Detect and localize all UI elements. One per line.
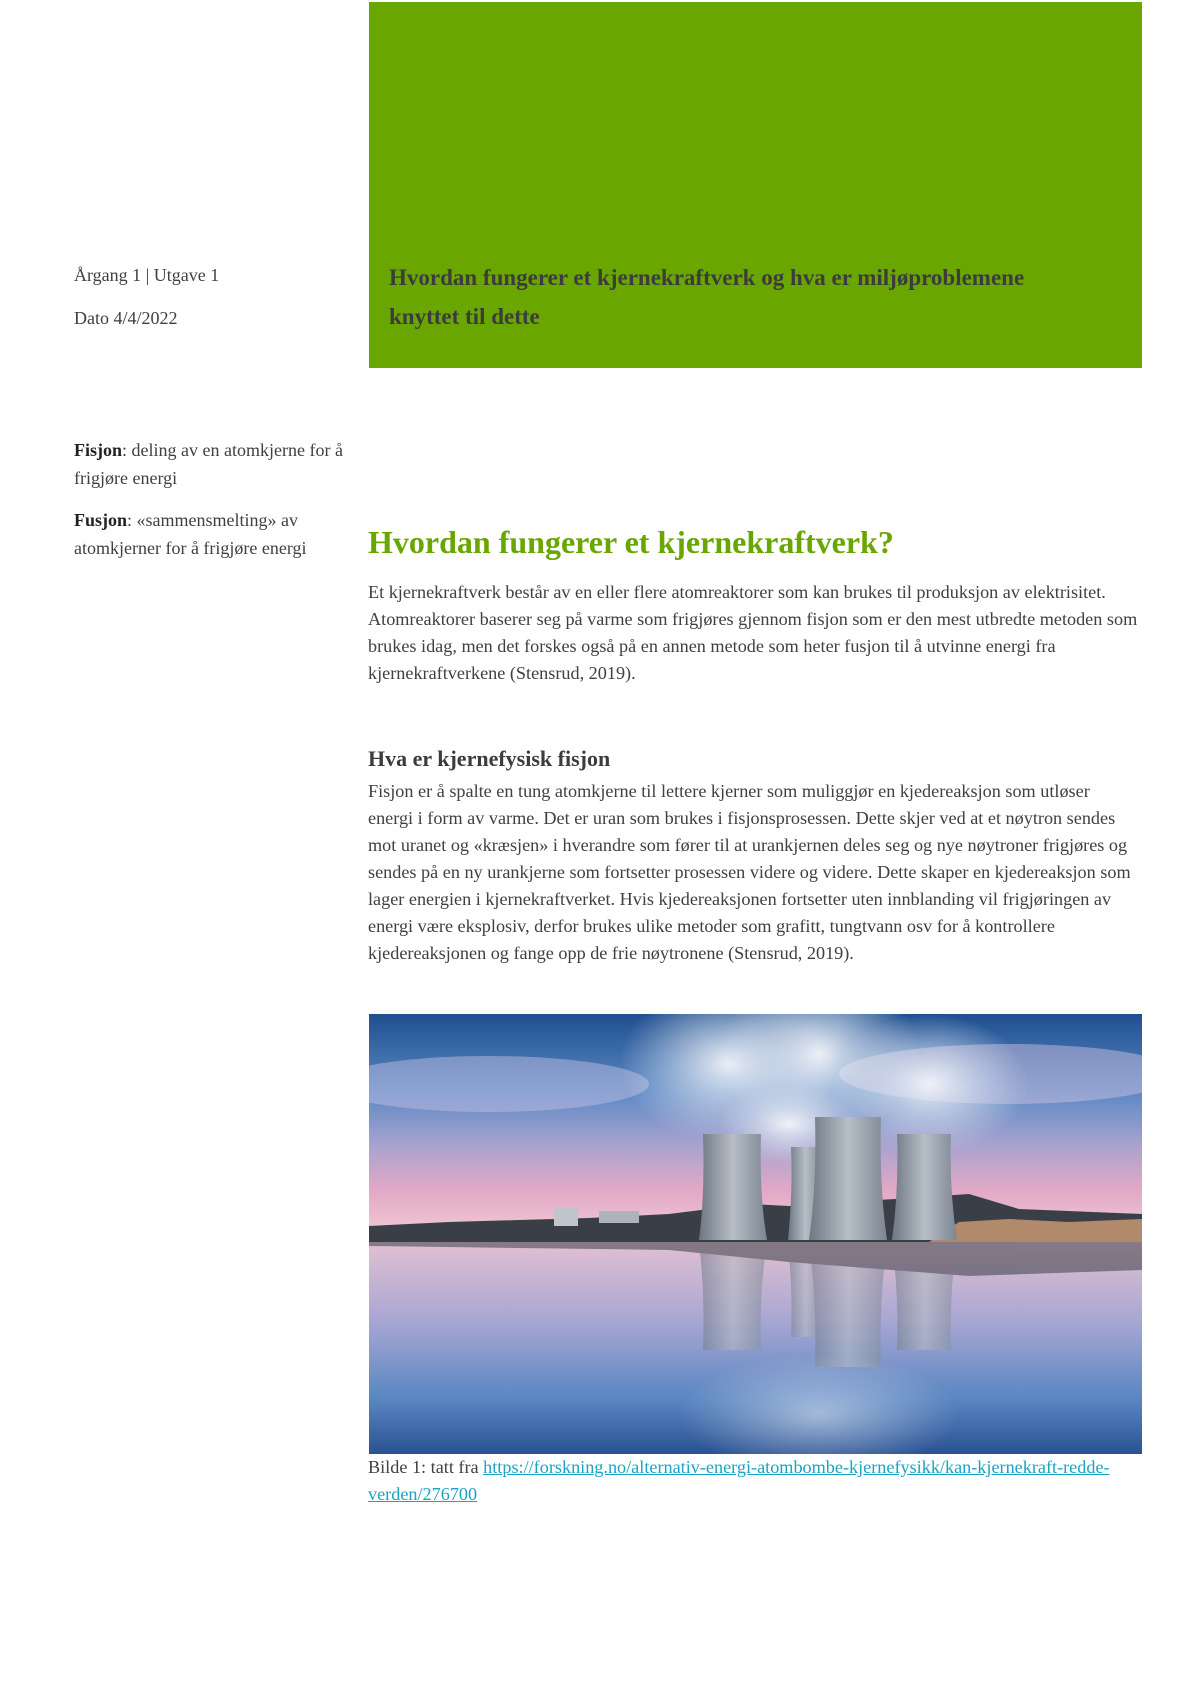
power-plant-photo bbox=[369, 1014, 1142, 1454]
definition-text: : «sammensmelting» av atomkjerner for å frigjøre energi bbox=[74, 510, 307, 558]
definition-term: Fisjon bbox=[74, 440, 123, 460]
definition-fisjon bbox=[74, 436, 344, 492]
subsection-paragraph: Fisjon er å spalte en tung atomkjerne til lettere kjerner som muliggjør en kjedereaksjon som utløser energi i form av varme. Det er uran som brukes i fisjonsprosessen. Dette skjer ved at et nøytron sendes mot uranet og «kræsjen» i hverandre som fører til at urankjernen deles seg og nye nøytroner frigjøres og sendes på en ny urankjerne som fortsetter prosessen videre og videre. Dette skaper en kjedereaksjon som lager energien i kjernekraftverket. Hvis kjedereaksjonen fortsetter uten innblanding vil frigjøringen av energi være eksplosiv, derfor brukes ulike metoder som grafitt, tungtvann osv for å kontrollere kjedereaksjonen og fange opp de frie nøytronene (Stensrud, 2019). bbox=[368, 781, 1131, 963]
subsection-heading: Hva er kjernefysisk fisjon bbox=[368, 746, 611, 771]
issue-label: Årgang 1 | Utgave 1 bbox=[74, 265, 220, 285]
date-label: Dato 4/4/2022 bbox=[74, 308, 178, 328]
newsletter-title: Hvordan fungerer et kjernekraftverk og hva er miljøproblemene knyttet til dette bbox=[389, 265, 1025, 329]
figure-caption bbox=[368, 1454, 1128, 1508]
source-link[interactable]: https://forskning.no/alternativ-energi-atombombe-kjernefysikk/kan-kjernekraft-redde-verden/276700 bbox=[368, 1457, 1110, 1504]
caption-prefix: Bilde 1: tatt fra bbox=[368, 1457, 484, 1477]
definition-text: : deling av en atomkjerne for å frigjøre energi bbox=[74, 440, 343, 488]
definition-term: Fusjon bbox=[74, 510, 128, 530]
section-heading: Hvordan fungerer et kjernekraftverk? bbox=[368, 524, 894, 560]
section-paragraph: Et kjernekraftverk består av en eller flere atomreaktorer som kan brukes til produksjon av elektrisitet. Atomreaktorer baserer seg på varme som frigjøres gjennom fisjon som er den mest utbredte metoden som brukes idag, men det forskes også på en annen metode som heter fusjon til å utvinne energi fra kjernekraftverkene (Stensrud, 2019). bbox=[368, 582, 1138, 683]
definition-fusjon bbox=[74, 506, 344, 562]
